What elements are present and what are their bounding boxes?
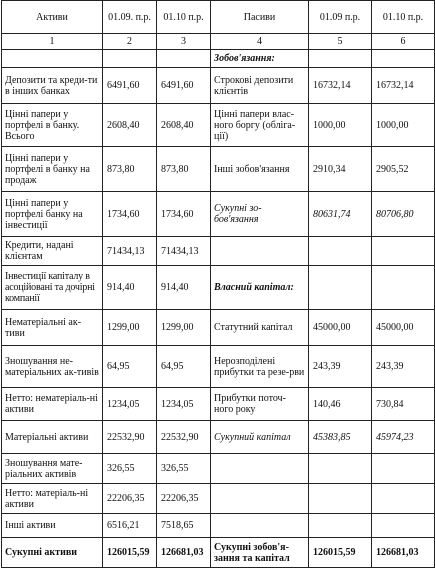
asset-value-0109: 1234,05: [103, 388, 157, 421]
total-liabilities-0109: 126015,59: [309, 538, 372, 568]
liability-label: Статутний капітал: [211, 310, 309, 346]
liability-label: Інші зобов'язання: [211, 147, 309, 192]
asset-value-0110: 71434,13: [157, 237, 211, 266]
asset-value-0109: 326,55: [103, 454, 157, 484]
header-assets: Активи: [2, 1, 103, 34]
table-row: [2, 147, 435, 192]
asset-value-0109: 873,80: [103, 147, 157, 192]
liability-label: Прибутки поточ-ного року: [211, 388, 309, 421]
table-row: [2, 237, 435, 266]
asset-label: Кредити, надані клієнтам: [2, 237, 103, 266]
asset-value-0110: 1734,60: [157, 192, 211, 237]
asset-value-0109: 1299,00: [103, 310, 157, 346]
liability-value-0110: 80706,80: [372, 192, 435, 237]
liability-value-0110: 730,84: [372, 388, 435, 421]
table-row: [2, 104, 435, 147]
asset-label: Матеріальні активи: [2, 421, 103, 454]
header-liabilities-0110: 01.10 п.р.: [372, 1, 435, 34]
liability-value-0109: [309, 266, 372, 310]
asset-value-0109: 6516,21: [103, 514, 157, 538]
liability-value-0110: 16732,14: [372, 68, 435, 104]
liability-value-0110: 45974,23: [372, 421, 435, 454]
liability-label: [211, 237, 309, 266]
asset-label: Зношування мате-ріальних активів: [2, 454, 103, 484]
total-assets-0109: 126015,59: [103, 538, 157, 568]
asset-label: Цінні папери у портфелі в банку. Всього: [2, 104, 103, 147]
asset-value-0110: 22532,90: [157, 421, 211, 454]
liability-value-0110: 1000,00: [372, 104, 435, 147]
asset-value-0110: 1299,00: [157, 310, 211, 346]
asset-value-0110: [157, 50, 211, 68]
header-assets-0109: 01.09. п.р.: [103, 1, 157, 34]
column-number: 1: [2, 34, 103, 50]
asset-value-0110: 64,95: [157, 346, 211, 388]
liability-label: [211, 484, 309, 514]
liability-label: Цінні папери влас-ного боргу (обліга-ції): [211, 104, 309, 147]
asset-label: Інші активи: [2, 514, 103, 538]
column-number: 2: [103, 34, 157, 50]
table-row: [2, 346, 435, 388]
asset-value-0109: 71434,13: [103, 237, 157, 266]
column-number: 5: [309, 34, 372, 50]
asset-value-0110: 1234,05: [157, 388, 211, 421]
asset-label: Депозити та креди-ти в інших банках: [2, 68, 103, 104]
liability-value-0109: 2910,34: [309, 147, 372, 192]
asset-value-0110: 873,80: [157, 147, 211, 192]
header-assets-0110: 01.10 п.р.: [157, 1, 211, 34]
table-row: [2, 192, 435, 237]
asset-label: Цінні папери у портфелі в банку на продаж: [2, 147, 103, 192]
header-liabilities: Пасиви: [211, 1, 309, 34]
asset-value-0109: 914,40: [103, 266, 157, 310]
liability-value-0109: 80631,74: [309, 192, 372, 237]
asset-label: Нематеріальні ак-тиви: [2, 310, 103, 346]
liability-label: [211, 454, 309, 484]
asset-value-0109: 64,95: [103, 346, 157, 388]
liability-section-heading: Зобов'язання:: [211, 50, 309, 68]
column-number: 6: [372, 34, 435, 50]
asset-label: [2, 50, 103, 68]
table-row: [2, 421, 435, 454]
liability-value-0110: [372, 454, 435, 484]
asset-value-0110: 6491,60: [157, 68, 211, 104]
total-assets-0110: 126681,03: [157, 538, 211, 568]
asset-value-0109: 22532,90: [103, 421, 157, 454]
liability-value-0110: [372, 266, 435, 310]
asset-value-0110: 7518,65: [157, 514, 211, 538]
column-number-row: [2, 34, 435, 50]
liability-value-0109: 243,39: [309, 346, 372, 388]
liability-value-0109: [309, 50, 372, 68]
table-row: [2, 310, 435, 346]
table-row: [2, 454, 435, 484]
header-row: [2, 1, 435, 34]
total-liabilities-label: Сукупні зобов'я-зання та капітал: [211, 538, 309, 568]
column-number: 4: [211, 34, 309, 50]
liability-value-0109: 1000,00: [309, 104, 372, 147]
asset-label: Нетто: матеріаль-ні активи: [2, 484, 103, 514]
liability-value-0110: 243,39: [372, 346, 435, 388]
asset-label: Зношування не-матеріальних ак-тивів: [2, 346, 103, 388]
asset-label: Цінні папери у портфелі банку на інвестиції: [2, 192, 103, 237]
asset-label: Нетто: нематеріаль-ні активи: [2, 388, 103, 421]
liability-value-0109: [309, 514, 372, 538]
asset-value-0110: 2608,40: [157, 104, 211, 147]
liability-value-0110: [372, 237, 435, 266]
table-row: [2, 266, 435, 310]
asset-value-0109: 2608,40: [103, 104, 157, 147]
liability-value-0110: [372, 514, 435, 538]
table-row: [2, 50, 435, 68]
liability-value-0110: [372, 484, 435, 514]
table-row: [2, 514, 435, 538]
asset-label: Інвестиції капіталу в асоційовані та дочірні компанії: [2, 266, 103, 310]
asset-value-0110: 914,40: [157, 266, 211, 310]
liability-value-0109: 140,46: [309, 388, 372, 421]
liability-value-0110: [372, 50, 435, 68]
liability-value-0109: [309, 484, 372, 514]
asset-value-0109: 22206,35: [103, 484, 157, 514]
column-number: 3: [157, 34, 211, 50]
liability-label: [211, 514, 309, 538]
asset-value-0109: 1734,60: [103, 192, 157, 237]
asset-value-0110: 326,55: [157, 454, 211, 484]
equity-section-heading: Власний капітал:: [211, 266, 309, 310]
liability-value-0109: 45000,00: [309, 310, 372, 346]
totals-row: [2, 538, 435, 568]
liability-value-0110: 2905,52: [372, 147, 435, 192]
table-row: [2, 388, 435, 421]
total-assets-label: Сукупні активи: [2, 538, 103, 568]
asset-value-0109: [103, 50, 157, 68]
header-liabilities-0109: 01.09 п.р.: [309, 1, 372, 34]
asset-value-0110: 22206,35: [157, 484, 211, 514]
liability-label: Нерозподілені прибутки та резе-рви: [211, 346, 309, 388]
liability-value-0109: 16732,14: [309, 68, 372, 104]
liability-value-0109: [309, 454, 372, 484]
balance-table: [1, 0, 435, 568]
liability-value-0110: 45000,00: [372, 310, 435, 346]
liability-value-0109: 45383,85: [309, 421, 372, 454]
total-liabilities-0110: 126681,03: [372, 538, 435, 568]
liability-value-0109: [309, 237, 372, 266]
balance-sheet: [1, 0, 435, 568]
equity-total-label: Сукупний капітал: [211, 421, 309, 454]
liability-label: Строкові депозити клієнтів: [211, 68, 309, 104]
liability-total-label: Сукупні зо-бов'язання: [211, 192, 309, 237]
table-row: [2, 484, 435, 514]
table-row: [2, 68, 435, 104]
asset-value-0109: 6491,60: [103, 68, 157, 104]
